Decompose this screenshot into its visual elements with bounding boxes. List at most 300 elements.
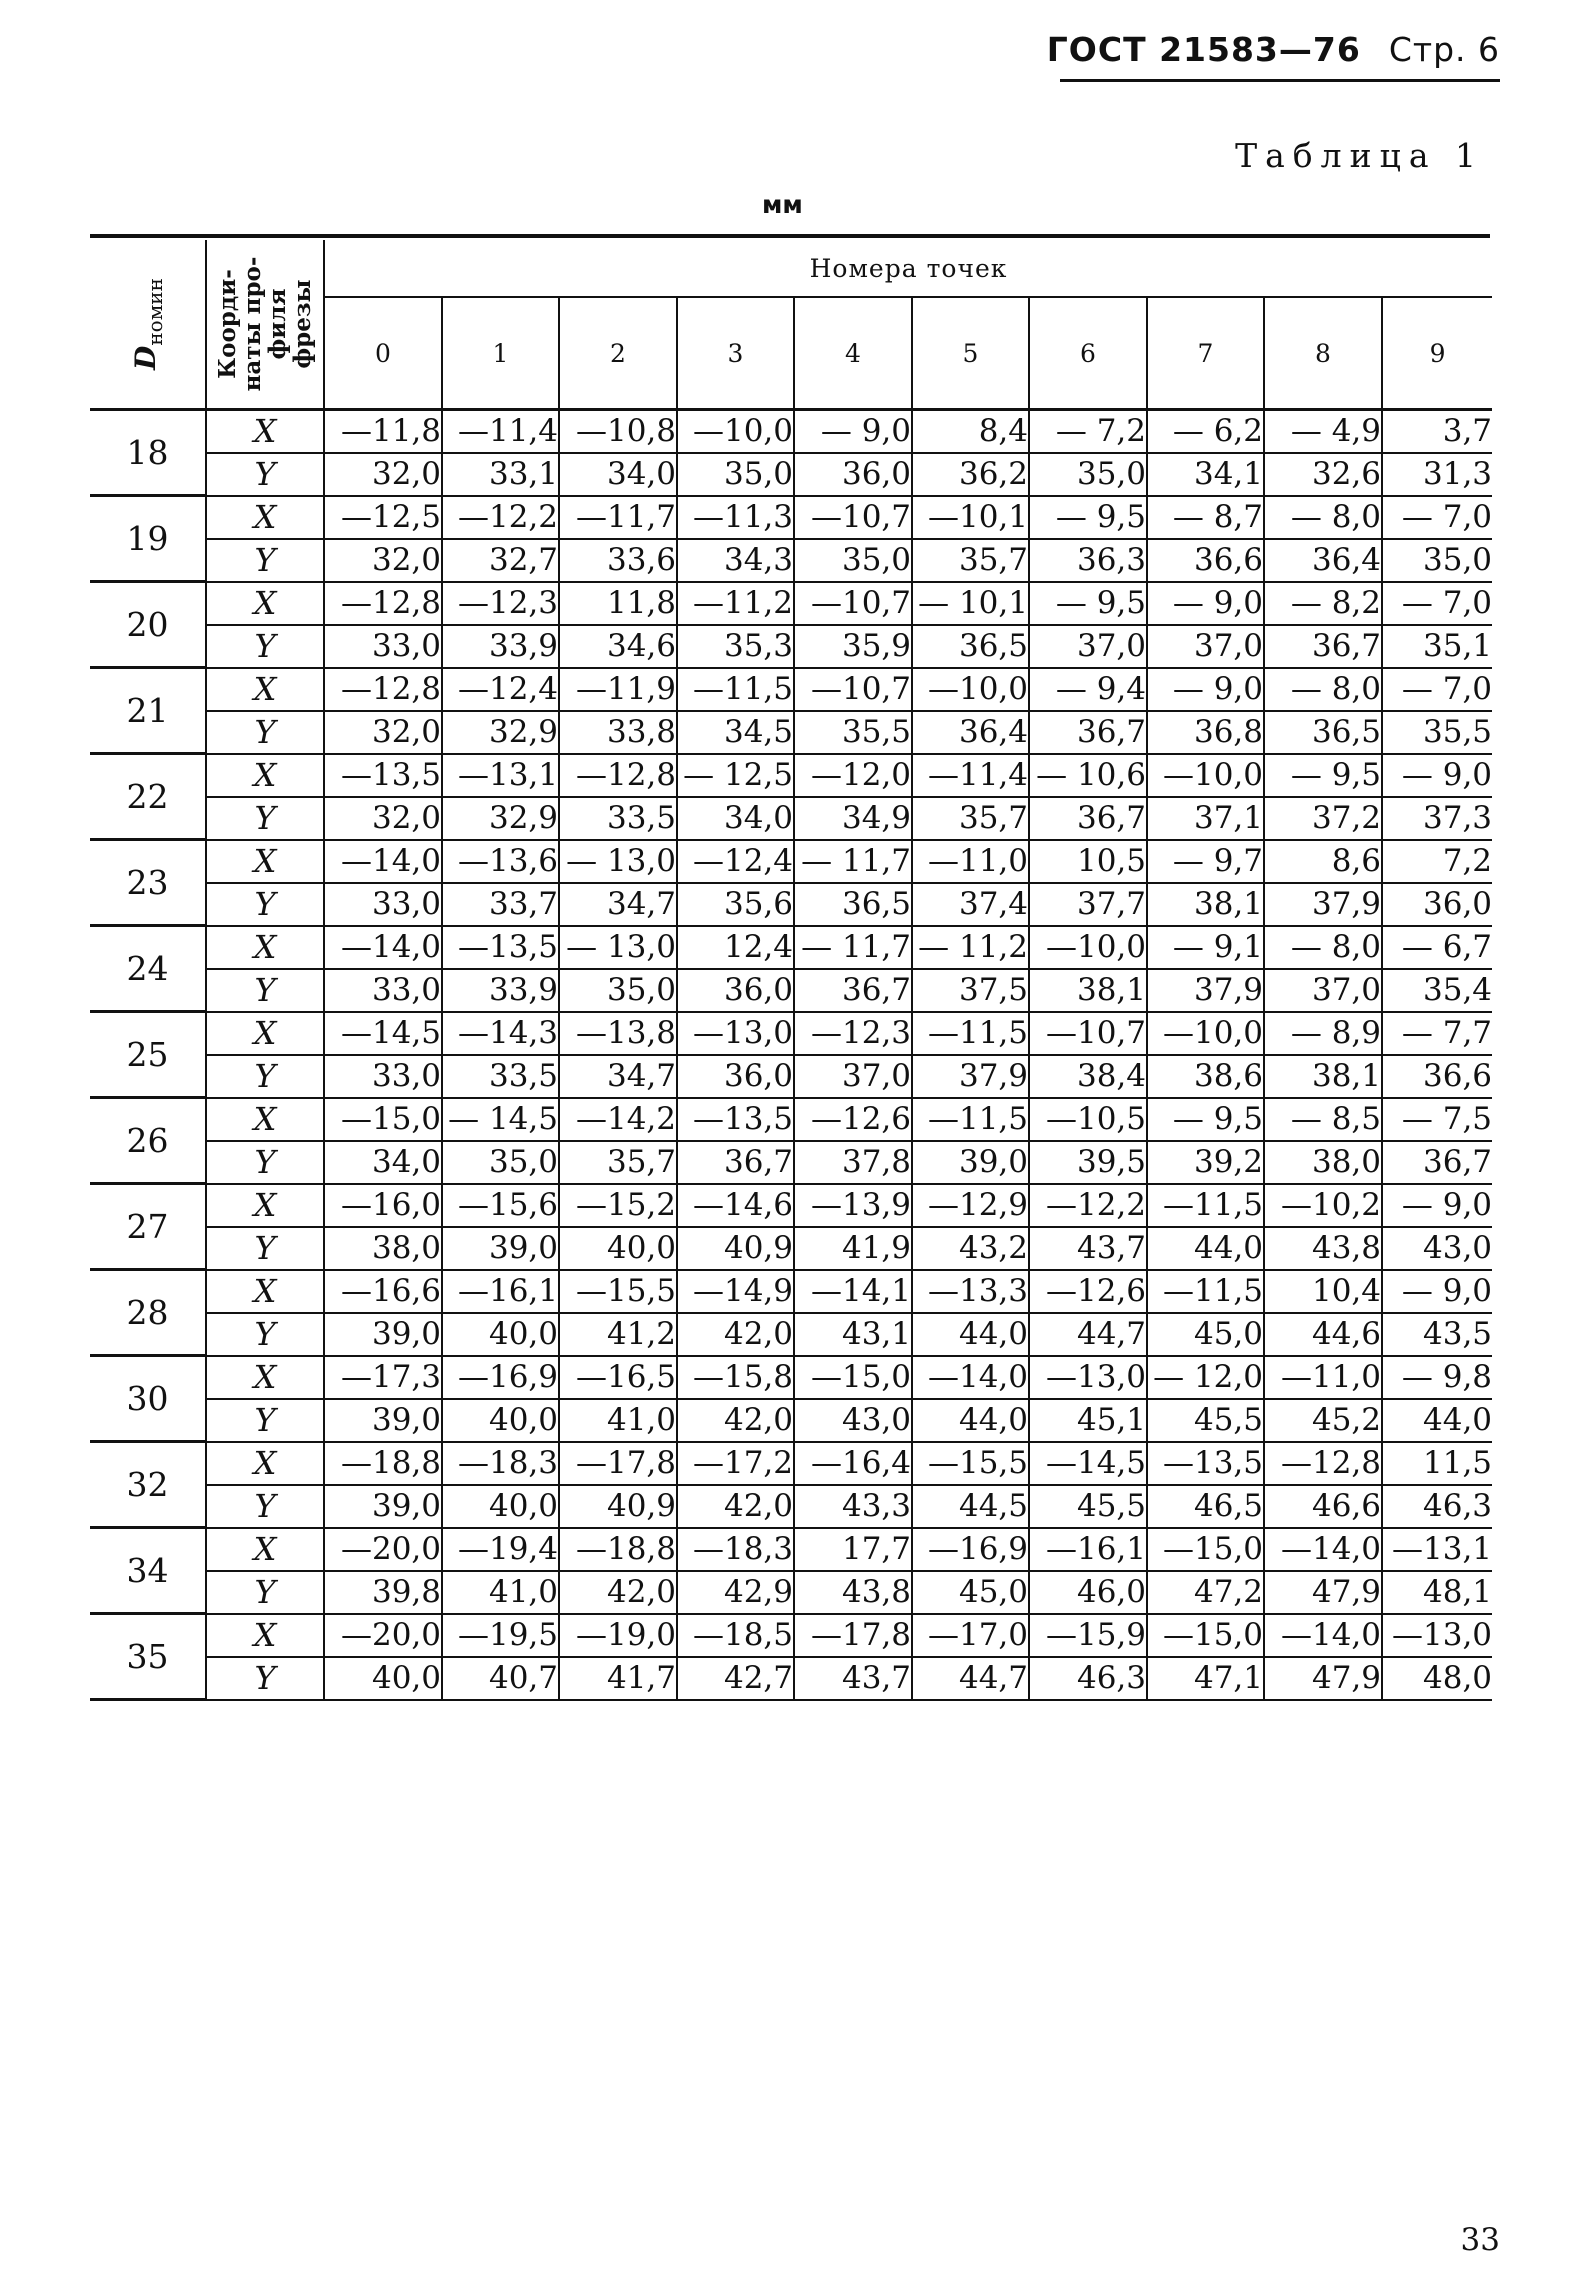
d-nominal-value: 25 <box>90 1012 206 1098</box>
y-value-cell: 32,0 <box>324 711 442 754</box>
x-value-cell: —15,0 <box>1147 1528 1264 1571</box>
y-value-cell: 38,4 <box>1029 1055 1147 1098</box>
table-row-y <box>90 1571 1492 1614</box>
x-value-cell: — 7,0 <box>1382 668 1492 711</box>
y-value-cell: 42,0 <box>677 1485 794 1528</box>
y-value-cell: 45,0 <box>1147 1313 1264 1356</box>
y-value-cell: 35,3 <box>677 625 794 668</box>
y-value-cell: 33,0 <box>324 883 442 926</box>
y-value-cell: 45,0 <box>912 1571 1029 1614</box>
table-row-x <box>90 582 1492 625</box>
y-value-cell: 43,3 <box>794 1485 912 1528</box>
y-value-cell: 39,0 <box>324 1485 442 1528</box>
x-value-cell: — 9,0 <box>1382 1270 1492 1313</box>
x-value-cell: —10,5 <box>1029 1098 1147 1141</box>
y-value-cell: 40,0 <box>442 1485 559 1528</box>
y-value-cell: 47,9 <box>1264 1657 1382 1700</box>
y-value-cell: 34,9 <box>794 797 912 840</box>
x-value-cell: — 9,5 <box>1029 496 1147 539</box>
coordinate-label-y: Y <box>206 1055 324 1098</box>
y-value-cell: 33,9 <box>442 969 559 1012</box>
y-value-cell: 46,3 <box>1029 1657 1147 1700</box>
y-value-cell: 34,5 <box>677 711 794 754</box>
point-number-header: 8 <box>1264 297 1382 410</box>
y-value-cell: 36,5 <box>912 625 1029 668</box>
y-value-cell: 38,0 <box>324 1227 442 1270</box>
table-row-y <box>90 625 1492 668</box>
y-value-cell: 33,8 <box>559 711 677 754</box>
x-value-cell: — 7,2 <box>1029 410 1147 453</box>
x-value-cell: —10,7 <box>794 582 912 625</box>
y-value-cell: 36,0 <box>677 1055 794 1098</box>
table-row-x <box>90 1614 1492 1657</box>
y-value-cell: 36,0 <box>794 453 912 496</box>
x-value-cell: — 11,7 <box>794 840 912 883</box>
x-value-cell: —16,6 <box>324 1270 442 1313</box>
header-rule <box>1060 79 1500 82</box>
table-row-x <box>90 1356 1492 1399</box>
x-value-cell: —13,5 <box>442 926 559 969</box>
x-value-cell: — 9,5 <box>1147 1098 1264 1141</box>
x-value-cell: —10,7 <box>794 496 912 539</box>
x-value-cell: —16,9 <box>442 1356 559 1399</box>
x-value-cell: —14,5 <box>1029 1442 1147 1485</box>
y-value-cell: 37,9 <box>1147 969 1264 1012</box>
x-value-cell: — 11,2 <box>912 926 1029 969</box>
y-value-cell: 45,5 <box>1029 1485 1147 1528</box>
x-value-cell: —16,1 <box>442 1270 559 1313</box>
x-value-cell: 8,6 <box>1264 840 1382 883</box>
y-value-cell: 42,7 <box>677 1657 794 1700</box>
x-value-cell: —12,3 <box>442 582 559 625</box>
y-value-cell: 48,0 <box>1382 1657 1492 1700</box>
d-nominal-value: 30 <box>90 1356 206 1442</box>
y-value-cell: 34,0 <box>677 797 794 840</box>
point-numbers-header: Номера точек <box>324 240 1492 297</box>
document-header <box>1046 30 1500 82</box>
y-value-cell: 34,0 <box>324 1141 442 1184</box>
table-row-x <box>90 496 1492 539</box>
x-value-cell: —12,2 <box>442 496 559 539</box>
d-nominal-value: 27 <box>90 1184 206 1270</box>
x-value-cell: —15,6 <box>442 1184 559 1227</box>
x-value-cell: — 6,7 <box>1382 926 1492 969</box>
x-value-cell: — 9,8 <box>1382 1356 1492 1399</box>
y-value-cell: 34,7 <box>559 883 677 926</box>
coordinate-label-y: Y <box>206 969 324 1012</box>
x-value-cell: —15,5 <box>912 1442 1029 1485</box>
d-nominal-value: 19 <box>90 496 206 582</box>
y-value-cell: 37,0 <box>1029 625 1147 668</box>
y-value-cell: 32,7 <box>442 539 559 582</box>
y-value-cell: 35,5 <box>1382 711 1492 754</box>
x-value-cell: — 6,2 <box>1147 410 1264 453</box>
x-value-cell: —14,0 <box>912 1356 1029 1399</box>
x-value-cell: — 8,0 <box>1264 668 1382 711</box>
d-nominal-value: 26 <box>90 1098 206 1184</box>
x-value-cell: —13,0 <box>1382 1614 1492 1657</box>
y-value-cell: 35,7 <box>912 539 1029 582</box>
x-value-cell: —19,5 <box>442 1614 559 1657</box>
coordinate-label-y: Y <box>206 453 324 496</box>
y-value-cell: 35,0 <box>677 453 794 496</box>
y-value-cell: 39,0 <box>912 1141 1029 1184</box>
coordinate-label-y: Y <box>206 711 324 754</box>
x-value-cell: — 10,6 <box>1029 754 1147 797</box>
x-value-cell: —14,6 <box>677 1184 794 1227</box>
table-row-y <box>90 1485 1492 1528</box>
y-value-cell: 40,0 <box>442 1313 559 1356</box>
x-value-cell: —13,0 <box>1029 1356 1147 1399</box>
y-value-cell: 37,7 <box>1029 883 1147 926</box>
y-value-cell: 48,1 <box>1382 1571 1492 1614</box>
table-row-y <box>90 1227 1492 1270</box>
y-value-cell: 35,4 <box>1382 969 1492 1012</box>
y-value-cell: 33,7 <box>442 883 559 926</box>
x-value-cell: — 12,5 <box>677 754 794 797</box>
d-nominal-label <box>129 278 167 370</box>
y-value-cell: 35,1 <box>1382 625 1492 668</box>
x-value-cell: —20,0 <box>324 1528 442 1571</box>
x-value-cell: — 9,5 <box>1029 582 1147 625</box>
y-value-cell: 44,0 <box>1147 1227 1264 1270</box>
y-value-cell: 31,3 <box>1382 453 1492 496</box>
x-value-cell: —10,7 <box>794 668 912 711</box>
coordinate-label-y: Y <box>206 539 324 582</box>
y-value-cell: 39,0 <box>442 1227 559 1270</box>
table-row-x <box>90 754 1492 797</box>
x-value-cell: — 9,0 <box>1147 668 1264 711</box>
coordinate-label-y: Y <box>206 1399 324 1442</box>
y-value-cell: 37,0 <box>1147 625 1264 668</box>
x-value-cell: —10,7 <box>1029 1012 1147 1055</box>
x-value-cell: —10,1 <box>912 496 1029 539</box>
x-value-cell: —10,2 <box>1264 1184 1382 1227</box>
y-value-cell: 44,7 <box>1029 1313 1147 1356</box>
table-row-y <box>90 1313 1492 1356</box>
y-value-cell: 40,7 <box>442 1657 559 1700</box>
x-value-cell: —11,3 <box>677 496 794 539</box>
y-value-cell: 35,0 <box>794 539 912 582</box>
y-value-cell: 43,0 <box>794 1399 912 1442</box>
x-value-cell: —11,2 <box>677 582 794 625</box>
y-value-cell: 33,5 <box>559 797 677 840</box>
coordinate-label-x: X <box>206 1184 324 1227</box>
point-number-header: 5 <box>912 297 1029 410</box>
x-value-cell: —13,1 <box>1382 1528 1492 1571</box>
coordinate-label-x: X <box>206 1012 324 1055</box>
x-value-cell: —11,7 <box>559 496 677 539</box>
x-value-cell: — 8,9 <box>1264 1012 1382 1055</box>
y-value-cell: 36,3 <box>1029 539 1147 582</box>
coordinate-label-y: Y <box>206 1313 324 1356</box>
y-value-cell: 47,2 <box>1147 1571 1264 1614</box>
x-value-cell: —14,0 <box>324 840 442 883</box>
y-value-cell: 43,8 <box>794 1571 912 1614</box>
x-value-cell: —13,1 <box>442 754 559 797</box>
y-value-cell: 41,9 <box>794 1227 912 1270</box>
x-value-cell: —17,3 <box>324 1356 442 1399</box>
y-value-cell: 44,5 <box>912 1485 1029 1528</box>
table-top-rule <box>90 234 1490 238</box>
x-value-cell: — 7,0 <box>1382 582 1492 625</box>
coordinate-label-y: Y <box>206 1227 324 1270</box>
x-value-cell: —13,3 <box>912 1270 1029 1313</box>
y-value-cell: 41,0 <box>559 1399 677 1442</box>
y-value-cell: 32,6 <box>1264 453 1382 496</box>
x-value-cell: — 14,5 <box>442 1098 559 1141</box>
coordinate-label-y: Y <box>206 625 324 668</box>
y-value-cell: 43,1 <box>794 1313 912 1356</box>
x-value-cell: —13,0 <box>677 1012 794 1055</box>
y-value-cell: 41,0 <box>442 1571 559 1614</box>
x-value-cell: —13,5 <box>324 754 442 797</box>
x-value-cell: —16,0 <box>324 1184 442 1227</box>
d-subscript: номин <box>142 278 167 346</box>
y-value-cell: 37,2 <box>1264 797 1382 840</box>
y-value-cell: 38,0 <box>1264 1141 1382 1184</box>
y-value-cell: 36,7 <box>1029 711 1147 754</box>
x-value-cell: — 7,7 <box>1382 1012 1492 1055</box>
x-value-cell: —14,3 <box>442 1012 559 1055</box>
x-value-cell: —15,0 <box>794 1356 912 1399</box>
page-number: 33 <box>1460 2222 1500 2258</box>
y-value-cell: 37,5 <box>912 969 1029 1012</box>
x-value-cell: —11,5 <box>1147 1184 1264 1227</box>
y-value-cell: 42,0 <box>677 1313 794 1356</box>
standard-number: ГОСТ 21583—76 <box>1046 30 1361 69</box>
y-value-cell: 33,9 <box>442 625 559 668</box>
x-value-cell: 3,7 <box>1382 410 1492 453</box>
y-value-cell: 44,6 <box>1264 1313 1382 1356</box>
y-value-cell: 36,7 <box>1029 797 1147 840</box>
x-value-cell: — 8,7 <box>1147 496 1264 539</box>
y-value-cell: 38,6 <box>1147 1055 1264 1098</box>
x-value-cell: —12,4 <box>442 668 559 711</box>
table-row-y <box>90 1399 1492 1442</box>
x-value-cell: — 9,0 <box>794 410 912 453</box>
x-value-cell: 10,4 <box>1264 1270 1382 1313</box>
y-value-cell: 41,2 <box>559 1313 677 1356</box>
x-value-cell: —10,0 <box>912 668 1029 711</box>
y-value-cell: 33,1 <box>442 453 559 496</box>
y-value-cell: 36,2 <box>912 453 1029 496</box>
x-value-cell: — 8,5 <box>1264 1098 1382 1141</box>
y-value-cell: 33,6 <box>559 539 677 582</box>
d-nominal-value: 32 <box>90 1442 206 1528</box>
coordinate-label-x: X <box>206 1442 324 1485</box>
x-value-cell: 11,5 <box>1382 1442 1492 1485</box>
coordinate-label-x: X <box>206 1356 324 1399</box>
d-nominal-value: 34 <box>90 1528 206 1614</box>
x-value-cell: —15,8 <box>677 1356 794 1399</box>
y-value-cell: 35,0 <box>1029 453 1147 496</box>
x-value-cell: — 13,0 <box>559 840 677 883</box>
x-value-cell: —13,5 <box>677 1098 794 1141</box>
table-row-y <box>90 797 1492 840</box>
d-nominal-value: 35 <box>90 1614 206 1700</box>
y-value-cell: 46,0 <box>1029 1571 1147 1614</box>
x-value-cell: —11,0 <box>1264 1356 1382 1399</box>
table-caption: Таблица 1 <box>1235 136 1484 175</box>
x-value-cell: —14,9 <box>677 1270 794 1313</box>
y-value-cell: 40,0 <box>442 1399 559 1442</box>
x-value-cell: —15,5 <box>559 1270 677 1313</box>
coordinate-label-x: X <box>206 1614 324 1657</box>
coordinate-label-x: X <box>206 496 324 539</box>
x-value-cell: —17,0 <box>912 1614 1029 1657</box>
coordinate-label-y: Y <box>206 1571 324 1614</box>
y-value-cell: 32,0 <box>324 453 442 496</box>
y-value-cell: 36,7 <box>794 969 912 1012</box>
x-value-cell: —11,4 <box>442 410 559 453</box>
y-value-cell: 33,0 <box>324 625 442 668</box>
y-value-cell: 45,1 <box>1029 1399 1147 1442</box>
y-value-cell: 35,0 <box>559 969 677 1012</box>
d-nominal-value: 28 <box>90 1270 206 1356</box>
d-nominal-value: 22 <box>90 754 206 840</box>
y-value-cell: 35,0 <box>1382 539 1492 582</box>
x-value-cell: —13,9 <box>794 1184 912 1227</box>
d-nominal-value: 21 <box>90 668 206 754</box>
coordinate-header <box>206 240 324 410</box>
y-value-cell: 37,1 <box>1147 797 1264 840</box>
y-value-cell: 35,6 <box>677 883 794 926</box>
x-value-cell: — 11,7 <box>794 926 912 969</box>
y-value-cell: 34,3 <box>677 539 794 582</box>
y-value-cell: 43,7 <box>794 1657 912 1700</box>
y-value-cell: 43,7 <box>1029 1227 1147 1270</box>
table-row-x <box>90 1528 1492 1571</box>
table-row-x <box>90 668 1492 711</box>
y-value-cell: 36,6 <box>1147 539 1264 582</box>
table-row-y <box>90 1657 1492 1700</box>
x-value-cell: —13,8 <box>559 1012 677 1055</box>
table-row-y <box>90 883 1492 926</box>
x-value-cell: —11,8 <box>324 410 442 453</box>
y-value-cell: 37,0 <box>1264 969 1382 1012</box>
table-row-y <box>90 711 1492 754</box>
x-value-cell: —15,9 <box>1029 1614 1147 1657</box>
x-value-cell: —18,3 <box>442 1442 559 1485</box>
x-value-cell: —10,0 <box>1147 754 1264 797</box>
x-value-cell: —17,8 <box>794 1614 912 1657</box>
coordinate-label-x: X <box>206 926 324 969</box>
x-value-cell: —12,6 <box>794 1098 912 1141</box>
x-value-cell: — 9,4 <box>1029 668 1147 711</box>
x-value-cell: —10,0 <box>1147 1012 1264 1055</box>
d-nominal-header <box>90 240 206 410</box>
x-value-cell: 10,5 <box>1029 840 1147 883</box>
x-value-cell: —12,0 <box>794 754 912 797</box>
x-value-cell: —10,0 <box>1029 926 1147 969</box>
units-label: мм <box>762 190 803 219</box>
x-value-cell: —12,9 <box>912 1184 1029 1227</box>
x-value-cell: —12,2 <box>1029 1184 1147 1227</box>
y-value-cell: 39,5 <box>1029 1141 1147 1184</box>
y-value-cell: 38,1 <box>1029 969 1147 1012</box>
coordinate-label-x: X <box>206 840 324 883</box>
table-row-x <box>90 926 1492 969</box>
x-value-cell: —11,4 <box>912 754 1029 797</box>
x-value-cell: —16,1 <box>1029 1528 1147 1571</box>
x-value-cell: — 9,0 <box>1382 1184 1492 1227</box>
x-value-cell: —14,2 <box>559 1098 677 1141</box>
y-value-cell: 34,6 <box>559 625 677 668</box>
y-value-cell: 39,2 <box>1147 1141 1264 1184</box>
x-value-cell: — 9,1 <box>1147 926 1264 969</box>
d-nominal-value: 20 <box>90 582 206 668</box>
x-value-cell: —12,3 <box>794 1012 912 1055</box>
x-value-cell: —15,0 <box>1147 1614 1264 1657</box>
x-value-cell: — 9,7 <box>1147 840 1264 883</box>
x-value-cell: —18,5 <box>677 1614 794 1657</box>
table-row-y <box>90 969 1492 1012</box>
page-label: Стр. 6 <box>1388 30 1500 69</box>
x-value-cell: —16,5 <box>559 1356 677 1399</box>
y-value-cell: 35,0 <box>442 1141 559 1184</box>
y-value-cell: 32,0 <box>324 539 442 582</box>
y-value-cell: 38,1 <box>1147 883 1264 926</box>
table-row-x <box>90 1442 1492 1485</box>
coordinate-label-y: Y <box>206 797 324 840</box>
coordinate-header-label: Коорди- наты про- филя фрезы <box>214 256 316 392</box>
x-value-cell: —11,5 <box>912 1012 1029 1055</box>
y-value-cell: 46,3 <box>1382 1485 1492 1528</box>
y-value-cell: 46,6 <box>1264 1485 1382 1528</box>
y-value-cell: 43,2 <box>912 1227 1029 1270</box>
x-value-cell: —15,2 <box>559 1184 677 1227</box>
y-value-cell: 34,0 <box>559 453 677 496</box>
coordinate-label-y: Y <box>206 1141 324 1184</box>
coordinate-label-y: Y <box>206 1485 324 1528</box>
coordinates-table <box>90 240 1492 1701</box>
point-number-header: 9 <box>1382 297 1492 410</box>
table-row-y <box>90 539 1492 582</box>
table-row-x <box>90 1184 1492 1227</box>
table-row-x <box>90 840 1492 883</box>
point-number-header: 1 <box>442 297 559 410</box>
y-value-cell: 39,0 <box>324 1313 442 1356</box>
point-number-header: 4 <box>794 297 912 410</box>
y-value-cell: 47,9 <box>1264 1571 1382 1614</box>
d-nominal-value: 23 <box>90 840 206 926</box>
y-value-cell: 35,9 <box>794 625 912 668</box>
y-value-cell: 43,0 <box>1382 1227 1492 1270</box>
x-value-cell: —20,0 <box>324 1614 442 1657</box>
x-value-cell: —13,6 <box>442 840 559 883</box>
x-value-cell: —11,5 <box>912 1098 1029 1141</box>
x-value-cell: —15,0 <box>324 1098 442 1141</box>
y-value-cell: 40,0 <box>559 1227 677 1270</box>
y-value-cell: 38,1 <box>1264 1055 1382 1098</box>
x-value-cell: 8,4 <box>912 410 1029 453</box>
coordinate-label-x: X <box>206 582 324 625</box>
x-value-cell: —14,1 <box>794 1270 912 1313</box>
x-value-cell: —19,4 <box>442 1528 559 1571</box>
y-value-cell: 44,0 <box>1382 1399 1492 1442</box>
coordinate-label-y: Y <box>206 883 324 926</box>
x-value-cell: —14,0 <box>1264 1528 1382 1571</box>
d-nominal-value: 18 <box>90 410 206 496</box>
x-value-cell: — 7,0 <box>1382 496 1492 539</box>
x-value-cell: —18,8 <box>559 1528 677 1571</box>
y-value-cell: 40,9 <box>677 1227 794 1270</box>
x-value-cell: 12,4 <box>677 926 794 969</box>
x-value-cell: 17,7 <box>794 1528 912 1571</box>
coordinate-label-x: X <box>206 1098 324 1141</box>
y-value-cell: 46,5 <box>1147 1485 1264 1528</box>
